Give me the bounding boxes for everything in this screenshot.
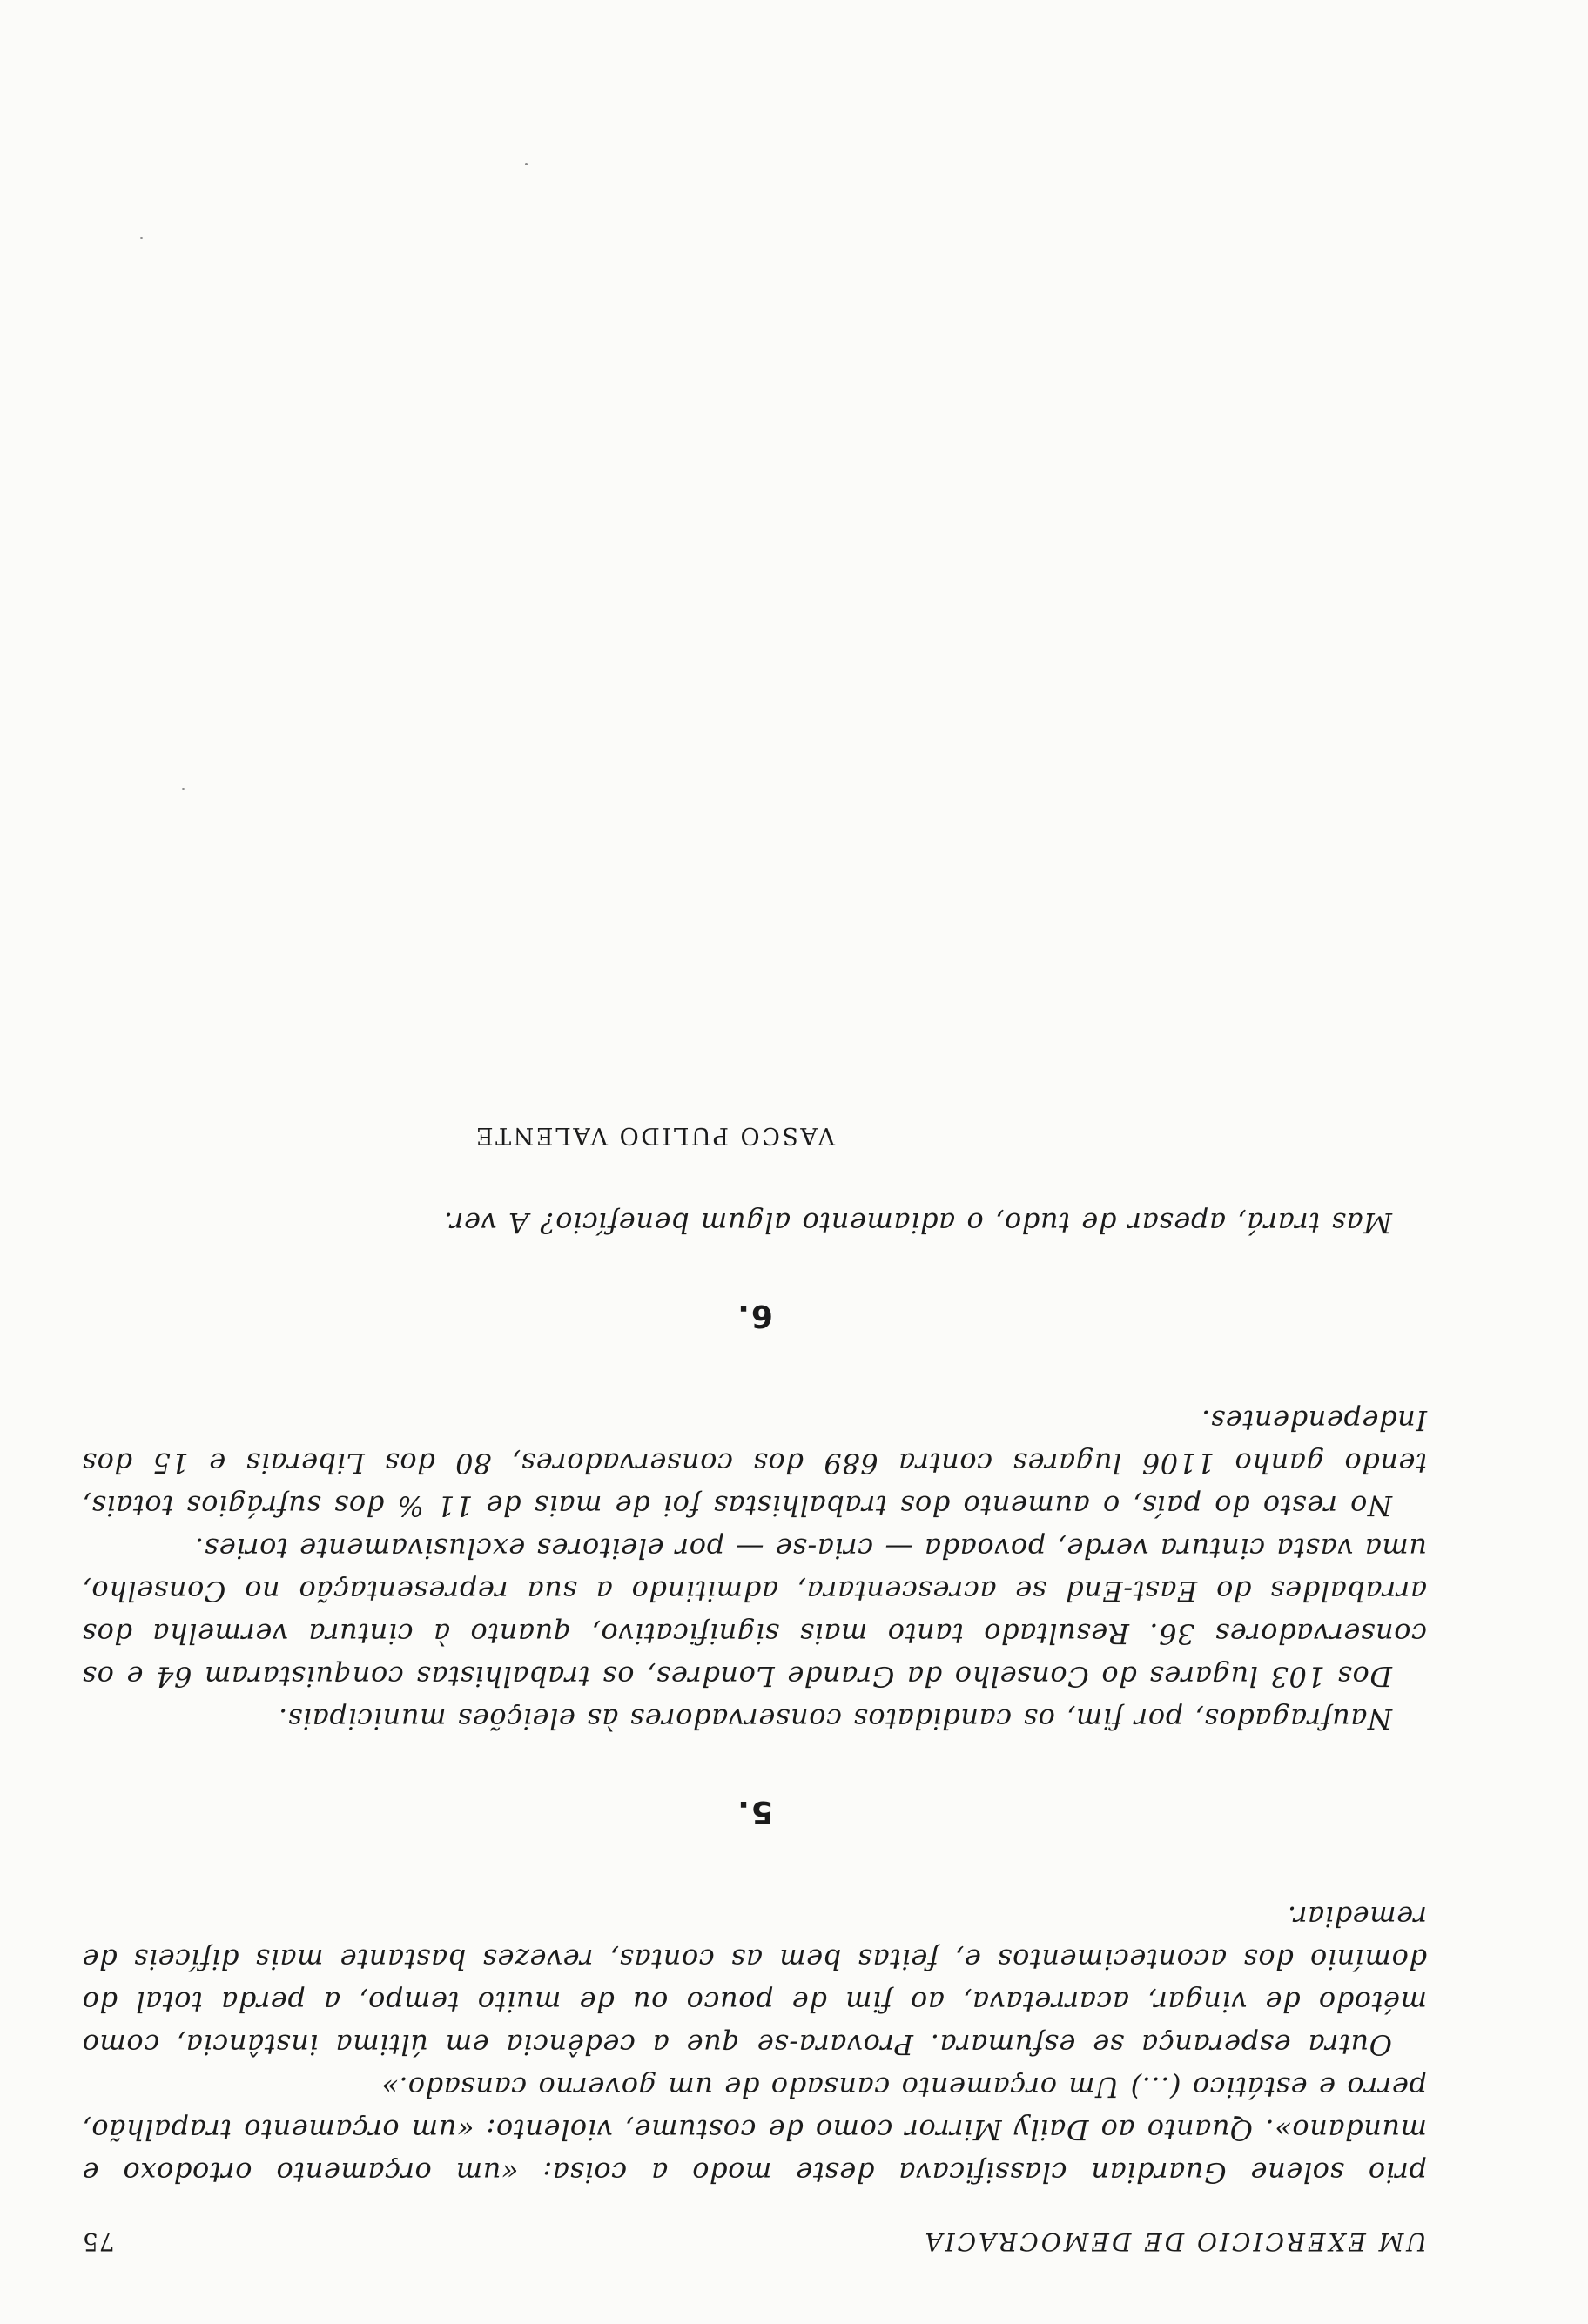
stray-mark — [182, 788, 185, 790]
paragraph-outra-esperanca: Outra esperança se esfumara. Provara-se que a cedência em última instância, como método de vingar, acarretava, ao fim de pouco ou de muito tempo, a perda total do domínio dos acontecimentos e, feitas bem as contas, revezes bastante mais difíceis de remediar. — [82, 1900, 1427, 2061]
page-number: 75 — [82, 2227, 115, 2256]
running-head-title: UM EXERCICIO DE DEMOCRACIA — [922, 2227, 1427, 2256]
stray-mark — [525, 163, 528, 165]
section-number-5: 5. — [736, 1794, 773, 1830]
paragraph-resto-do-pais: No resto do país, o aumento dos trabalhistas foi de mais de 11 % dos sufrágios totais, tendo ganho 1106 lugares contra 689 dos conservadores, 80 dos Liberais e 15 dos Independentes. — [82, 1404, 1427, 1522]
paragraph-guardian: prio solene Guardian classificava deste modo a coisa: «um orçamento ortodoxo e mundano». Quanto ao Daily Mirror como de costume, violento: «um orçamento trapalhão, perro e estático (...) Um orçamento cansado de um governo cansado.» — [82, 2071, 1427, 2189]
paragraph-mas-trara: Mas trará, apesar de tudo, o adiamento algum benefício? A ver. — [443, 1206, 1392, 1239]
stray-mark — [140, 237, 143, 239]
paragraph-naufragados: Naufragados, por fim, os candidatos conservadores às eleições municipais. — [278, 1703, 1392, 1736]
section-number-6: 6. — [736, 1298, 773, 1333]
author-signature: VASCO PULIDO VALENTE — [474, 1122, 835, 1149]
running-head — [82, 2221, 1427, 2256]
paragraph-londres: Dos 103 lugares do Conselho da Grande Londres, os trabalhistas conquistaram 64 e os conservadores 36. Resultado tanto mais significativo, quanto à cintura vermelha dos arrabaldes do East-End se acrescentara, admitindo a sua representação no Conselho, uma vasta cintura verde, povoada — cria-se — por eleitores exclusivamente tories. — [82, 1532, 1427, 1693]
text-block — [82, 1122, 1427, 2193]
